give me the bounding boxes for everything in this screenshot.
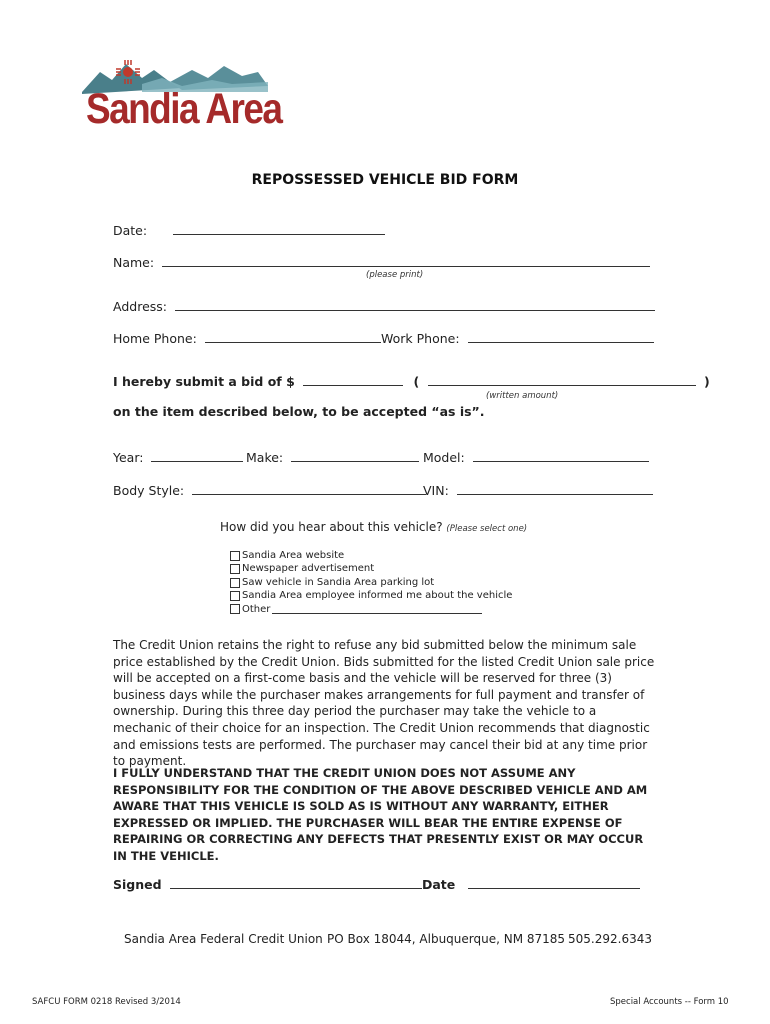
as-is-statement: on the item described below, to be accepted “as is”. xyxy=(113,404,485,419)
checkbox-icon[interactable] xyxy=(230,564,240,574)
department-label: Special Accounts -- Form 10 xyxy=(610,997,729,1007)
year-row xyxy=(113,449,243,465)
name-row xyxy=(113,254,650,270)
model-label: Model: xyxy=(423,450,465,465)
survey-options xyxy=(230,549,512,616)
bid-open-paren: ( xyxy=(413,374,420,389)
bid-amount-field[interactable] xyxy=(303,373,403,386)
home-phone-row xyxy=(113,330,381,346)
body-style-field[interactable] xyxy=(192,482,426,495)
sign-date-field[interactable] xyxy=(468,876,640,889)
address-row xyxy=(113,298,655,314)
form-title: REPOSSESSED VEHICLE BID FORM xyxy=(251,172,519,188)
survey-hint: (Please select one) xyxy=(446,524,528,534)
option-label: Saw vehicle in Sandia Area parking lot xyxy=(242,576,435,588)
other-field[interactable] xyxy=(272,604,482,614)
sign-date-label: Date xyxy=(422,877,456,892)
credit-union-name: Sandia Area Federal Credit Union xyxy=(124,932,323,946)
date-row xyxy=(113,222,385,238)
model-field[interactable] xyxy=(473,449,649,462)
checkbox-icon[interactable] xyxy=(230,578,240,588)
survey-option[interactable] xyxy=(230,576,512,589)
name-field[interactable] xyxy=(162,254,650,267)
logo-wordmark: Sandia Area xyxy=(86,85,282,133)
option-label: Sandia Area website xyxy=(242,550,345,561)
survey-question: How did you hear about this vehicle? xyxy=(220,520,443,534)
bid-label: I hereby submit a bid of $ xyxy=(113,374,295,389)
make-label: Make: xyxy=(246,450,284,465)
vin-row xyxy=(423,482,653,498)
credit-union-phone: 505.292.6343 xyxy=(568,932,652,946)
date-field[interactable] xyxy=(173,222,385,235)
vin-field[interactable] xyxy=(457,482,653,495)
terms-paragraph: The Credit Union retains the right to refuse any bid submitted below the minimum sale price established by the Credit Union. Bids submitted for the listed Credit Union sale price will be accepted on a first-come basis and the vehicle will be reserved for three (3) business days while the purchaser makes arrangements for full payment and transfer of ownership. During this three day period the purchaser may take the vehicle to a mechanic of their choice for an inspection. The Credit Union recommends that diagnostic and emissions tests are performed. The purchaser may cancel their bid at any time prior to payment. xyxy=(113,638,655,769)
checkbox-icon[interactable] xyxy=(230,551,240,561)
model-row xyxy=(423,449,649,465)
written-amount-hint: (written amount) xyxy=(486,391,559,401)
bid-close-paren: ) xyxy=(703,374,710,389)
credit-union-address: PO Box 18044, Albuquerque, NM 87185 xyxy=(327,932,566,946)
body-style-label: Body Style: xyxy=(113,483,185,498)
body-style-row xyxy=(113,482,426,498)
address-label: Address: xyxy=(113,299,167,314)
make-field[interactable] xyxy=(291,449,419,462)
make-row xyxy=(246,449,419,465)
option-label: Newspaper advertisement xyxy=(242,563,375,575)
name-label: Name: xyxy=(113,255,155,270)
signed-label: Signed xyxy=(113,877,162,892)
bid-written-field[interactable] xyxy=(428,373,696,386)
year-label: Year: xyxy=(113,450,144,465)
work-phone-label: Work Phone: xyxy=(381,331,460,346)
form-id: SAFCU FORM 0218 Revised 3/2014 xyxy=(32,997,181,1007)
address-field[interactable] xyxy=(175,298,655,311)
work-phone-row xyxy=(381,330,654,346)
survey-option[interactable] xyxy=(230,589,512,602)
option-label: Other xyxy=(242,603,271,615)
name-hint: (please print) xyxy=(366,270,424,280)
sandia-area-logo xyxy=(82,58,282,140)
work-phone-field[interactable] xyxy=(468,330,654,343)
bid-row xyxy=(113,373,710,389)
checkbox-icon[interactable] xyxy=(230,591,240,601)
survey-option[interactable] xyxy=(230,549,512,562)
date-label: Date: xyxy=(113,223,148,238)
option-label: Sandia Area employee informed me about the vehicle xyxy=(242,590,513,602)
survey-question-row xyxy=(220,520,527,534)
home-phone-label: Home Phone: xyxy=(113,331,197,346)
year-field[interactable] xyxy=(151,449,243,462)
survey-option[interactable] xyxy=(230,603,512,616)
survey-option[interactable] xyxy=(230,562,512,575)
vin-label: VIN: xyxy=(423,483,449,498)
signature-field[interactable] xyxy=(170,876,422,889)
checkbox-icon[interactable] xyxy=(230,604,240,614)
liability-warning: I FULLY UNDERSTAND THAT THE CREDIT UNION DOES NOT ASSUME ANY RESPONSIBILITY FOR THE CONDITION OF THE ABOVE DESCRIBED VEHICLE AND AM AWARE THAT THIS VEHICLE IS SOLD AS IS WITHOUT ANY WARRANTY, EITHER EXPRESSED OR IMPLIED. THE PURCHASER WILL BEAR THE ENTIRE EXPENSE OF REPAIRING OR CORRECTING ANY DEFECTS THAT PRESENTLY EXIST OR MAY OCCUR IN THE VEHICLE. xyxy=(113,766,648,863)
signed-row xyxy=(113,876,422,892)
sign-date-row xyxy=(422,876,640,892)
home-phone-field[interactable] xyxy=(205,330,381,343)
